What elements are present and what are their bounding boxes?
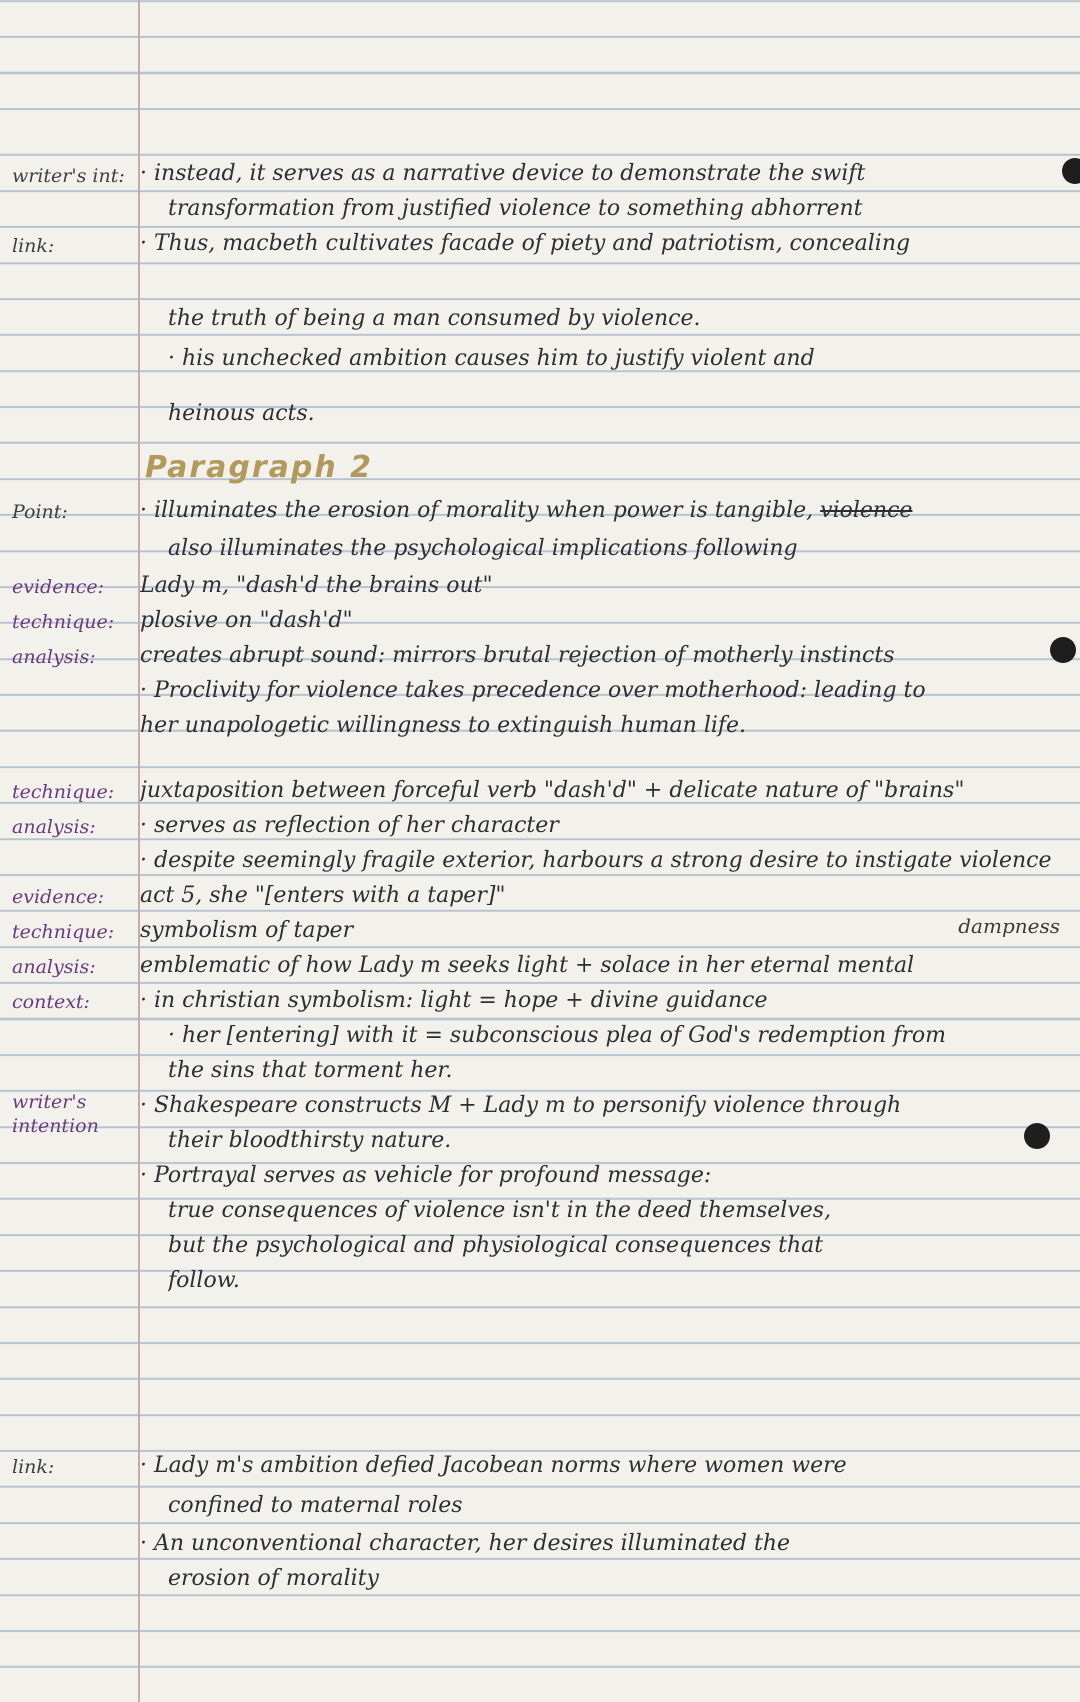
note-line: plosive on "dash'd" [140,608,353,633]
note-line: the sins that torment her. [168,1058,453,1083]
label-evidence: evidence: [12,576,104,598]
note-line: · in christian symbolism: light = hope + divine guidance [140,988,768,1013]
label-writers-int: writer's int: [12,165,125,187]
note-line: · serves as reflection of her character [140,813,559,838]
note-line: the truth of being a man consumed by violence. [168,306,701,331]
crossed-out-text: violence [820,498,913,523]
label-evidence: evidence: [12,886,104,908]
note-line: emblematic of how Lady m seeks light + solace in her eternal mental [140,953,915,978]
paragraph-heading: Paragraph 2 [145,450,374,485]
note-line: · Portrayal serves as vehicle for profound message: [140,1163,712,1188]
note-line: follow. [168,1268,240,1293]
label-technique: technique: [12,921,115,943]
note-line: · Lady m's ambition defied Jacobean norms where women were [140,1453,847,1478]
note-line: · Proclivity for violence takes precedence over motherhood: leading to [140,678,926,703]
note-line: transformation from justified violence to something abhorrent [168,196,863,221]
note-line: her unapologetic willingness to extinguish human life. [140,713,747,738]
label-writers-intention: writer's intention [12,1091,99,1137]
label-link: link: [12,1456,55,1478]
note-line: Lady m, "dash'd the brains out" [140,573,493,598]
note-line: · instead, it serves as a narrative device to demonstrate the swift [140,161,866,186]
note-line: juxtaposition between forceful verb "dash'd" + delicate nature of "brains" [140,778,965,803]
note-line: act 5, she "[enters with a taper]" [140,883,506,908]
label-point: Point: [12,501,68,523]
note-text: · illuminates the erosion of morality when power is tangible, [140,498,814,523]
label-analysis: analysis: [12,956,96,978]
label-analysis: analysis: [12,816,96,838]
note-line: · despite seemingly fragile exterior, harbours a strong desire to instigate violence [140,848,1052,873]
note-line: true consequences of violence isn't in the deed themselves, [168,1198,832,1223]
note-line: their bloodthirsty nature. [168,1128,452,1153]
note-line: creates abrupt sound: mirrors brutal rejection of motherly instincts [140,643,895,668]
note-line: but the psychological and physiological consequences that [168,1233,824,1258]
note-line: · Thus, macbeth cultivates facade of piety and patriotism, concealing [140,231,911,256]
note-line: heinous acts. [168,401,315,426]
label-analysis: analysis: [12,646,96,668]
label-technique: technique: [12,611,115,633]
label-context: context: [12,991,90,1013]
label-link: link: [12,235,55,257]
note-line [140,497,1060,525]
note-line: erosion of morality [168,1566,379,1591]
note-line: · An unconventional character, her desires illuminated the [140,1531,791,1556]
label-technique: technique: [12,781,115,803]
note-line: confined to maternal roles [168,1493,463,1518]
note-line: · his unchecked ambition causes him to justify violent and [168,346,815,371]
note-line: symbolism of taper [140,918,354,943]
punch-hole [1062,158,1080,184]
margin-note: dampness [958,914,1060,938]
note-line: also illuminates the psychological implications following [168,536,798,561]
note-line: · Shakespeare constructs M + Lady m to personify violence through [140,1093,902,1118]
note-line: · her [entering] with it = subconscious plea of God's redemption from [168,1023,946,1048]
